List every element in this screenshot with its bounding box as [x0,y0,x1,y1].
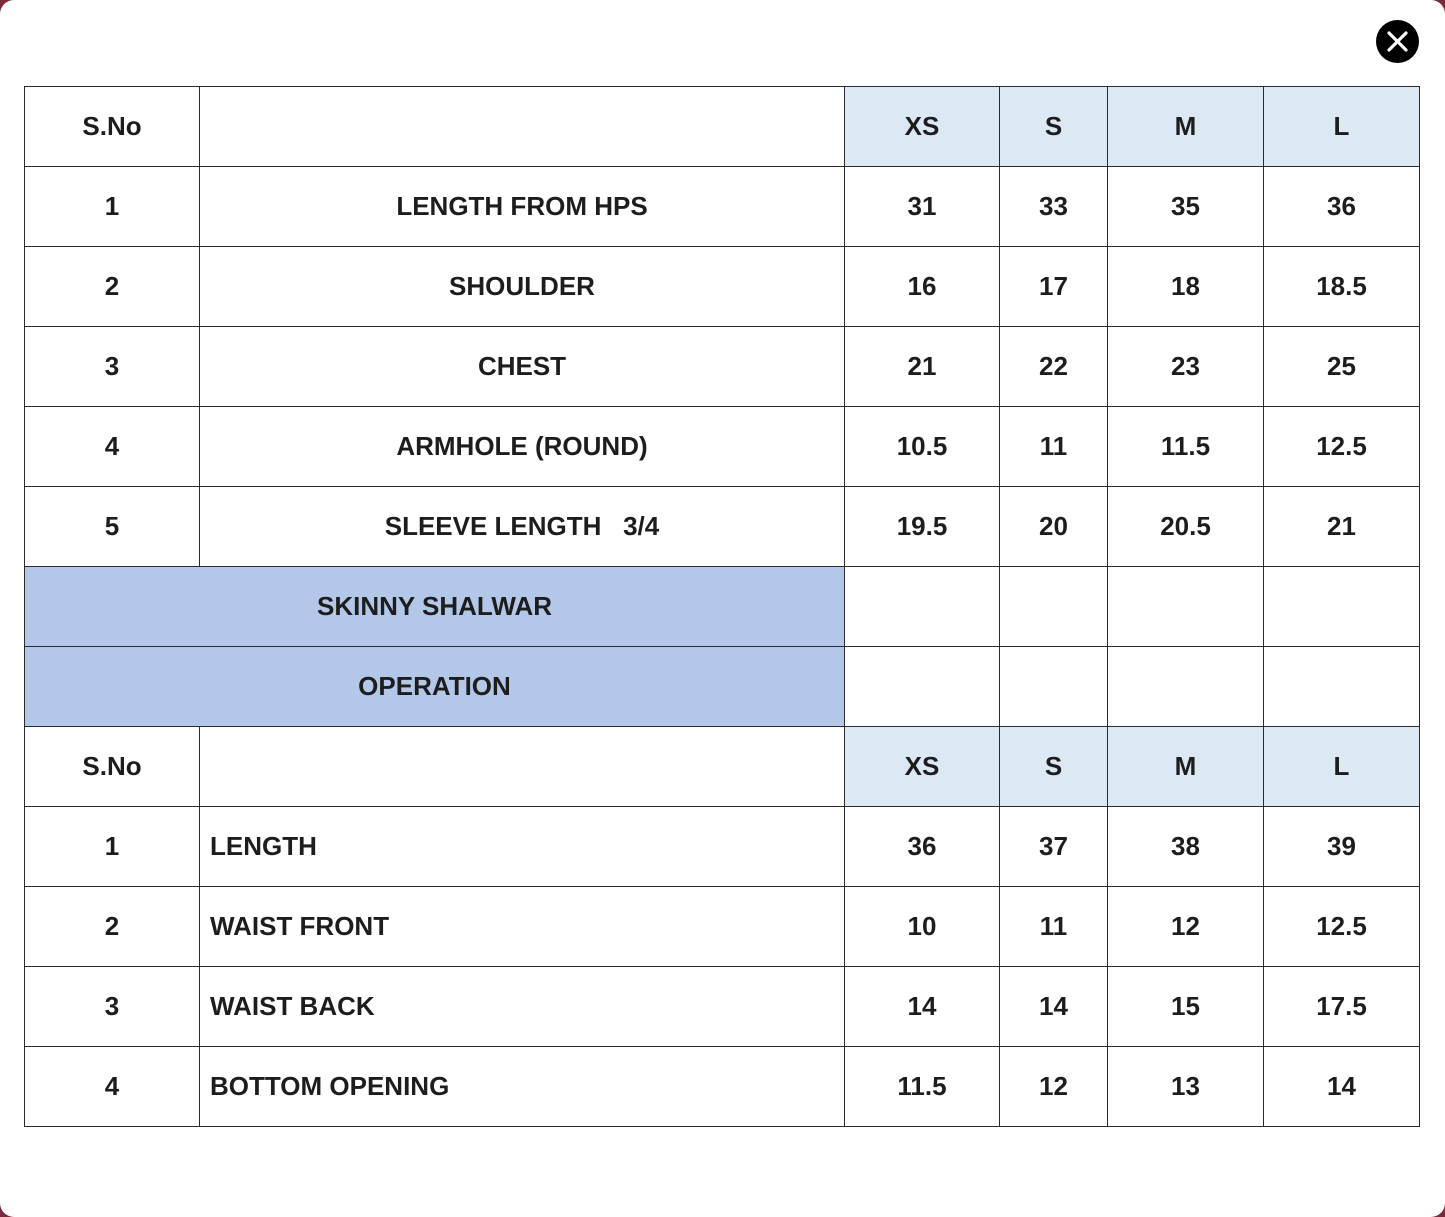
size-header-xs: XS [845,87,1000,167]
table-row [25,487,1420,567]
measurement-label: WAIST FRONT [200,887,845,967]
measurement-label: ARMHOLE (ROUND) [200,407,845,487]
value-l: 21 [1264,487,1420,567]
value-s: 11 [1000,407,1108,487]
value-l: 17.5 [1264,967,1420,1047]
size-header-xs: XS [845,727,1000,807]
value-l: 36 [1264,167,1420,247]
table-row [25,167,1420,247]
size-header-m: M [1108,727,1264,807]
row-sno: 2 [25,247,200,327]
row-sno: 4 [25,1047,200,1127]
value-xs: 16 [845,247,1000,327]
value-m: 11.5 [1108,407,1264,487]
value-l: 18.5 [1264,247,1420,327]
value-s: 17 [1000,247,1108,327]
close-icon [1376,20,1419,63]
value-s: 14 [1000,967,1108,1047]
value-s: 11 [1000,887,1108,967]
size-header-l: L [1264,727,1420,807]
table-row [25,887,1420,967]
value-s: 12 [1000,1047,1108,1127]
close-button[interactable] [1376,20,1419,63]
measurement-label: SLEEVE LENGTH 3/4 [200,487,845,567]
value-xs: 21 [845,327,1000,407]
empty-cell [845,567,1000,647]
value-s: 22 [1000,327,1108,407]
value-m: 23 [1108,327,1264,407]
measurement-label: CHEST [200,327,845,407]
row-sno: 2 [25,887,200,967]
value-l: 12.5 [1264,887,1420,967]
section-title-operation: OPERATION [25,647,845,727]
value-m: 18 [1108,247,1264,327]
table-row [25,247,1420,327]
sno-header: S.No [25,87,200,167]
table-row [25,967,1420,1047]
value-xs: 10 [845,887,1000,967]
sno-header: S.No [25,727,200,807]
size-header-m: M [1108,87,1264,167]
empty-cell [845,647,1000,727]
row-sno: 4 [25,407,200,487]
empty-cell [1108,567,1264,647]
value-l: 25 [1264,327,1420,407]
row-sno: 3 [25,327,200,407]
value-l: 12.5 [1264,407,1420,487]
value-xs: 11.5 [845,1047,1000,1127]
kurta-header-row [25,87,1420,167]
section-row [25,567,1420,647]
value-m: 38 [1108,807,1264,887]
value-xs: 19.5 [845,487,1000,567]
size-header-s: S [1000,727,1108,807]
size-chart-table [24,86,1420,1127]
size-header-l: L [1264,87,1420,167]
measurement-label: LENGTH [200,807,845,887]
row-sno: 5 [25,487,200,567]
measurement-label: BOTTOM OPENING [200,1047,845,1127]
section-title-skinny-shalwar: SKINNY SHALWAR [25,567,845,647]
empty-cell [1000,647,1108,727]
table-row [25,327,1420,407]
empty-cell [1108,647,1264,727]
size-header-s: S [1000,87,1108,167]
value-xs: 14 [845,967,1000,1047]
value-s: 33 [1000,167,1108,247]
row-sno: 3 [25,967,200,1047]
section-row [25,647,1420,727]
value-m: 35 [1108,167,1264,247]
empty-cell [1264,647,1420,727]
row-sno: 1 [25,807,200,887]
value-xs: 31 [845,167,1000,247]
description-header [200,727,845,807]
measurement-label: SHOULDER [200,247,845,327]
value-m: 15 [1108,967,1264,1047]
value-xs: 36 [845,807,1000,887]
value-m: 20.5 [1108,487,1264,567]
table-row [25,807,1420,887]
value-l: 39 [1264,807,1420,887]
row-sno: 1 [25,167,200,247]
value-l: 14 [1264,1047,1420,1127]
measurement-label: LENGTH FROM HPS [200,167,845,247]
empty-cell [1264,567,1420,647]
value-s: 20 [1000,487,1108,567]
value-m: 12 [1108,887,1264,967]
table-row [25,407,1420,487]
empty-cell [1000,567,1108,647]
shalwar-header-row [25,727,1420,807]
value-m: 13 [1108,1047,1264,1127]
value-s: 37 [1000,807,1108,887]
value-xs: 10.5 [845,407,1000,487]
table-row [25,1047,1420,1127]
measurement-label: WAIST BACK [200,967,845,1047]
description-header [200,87,845,167]
